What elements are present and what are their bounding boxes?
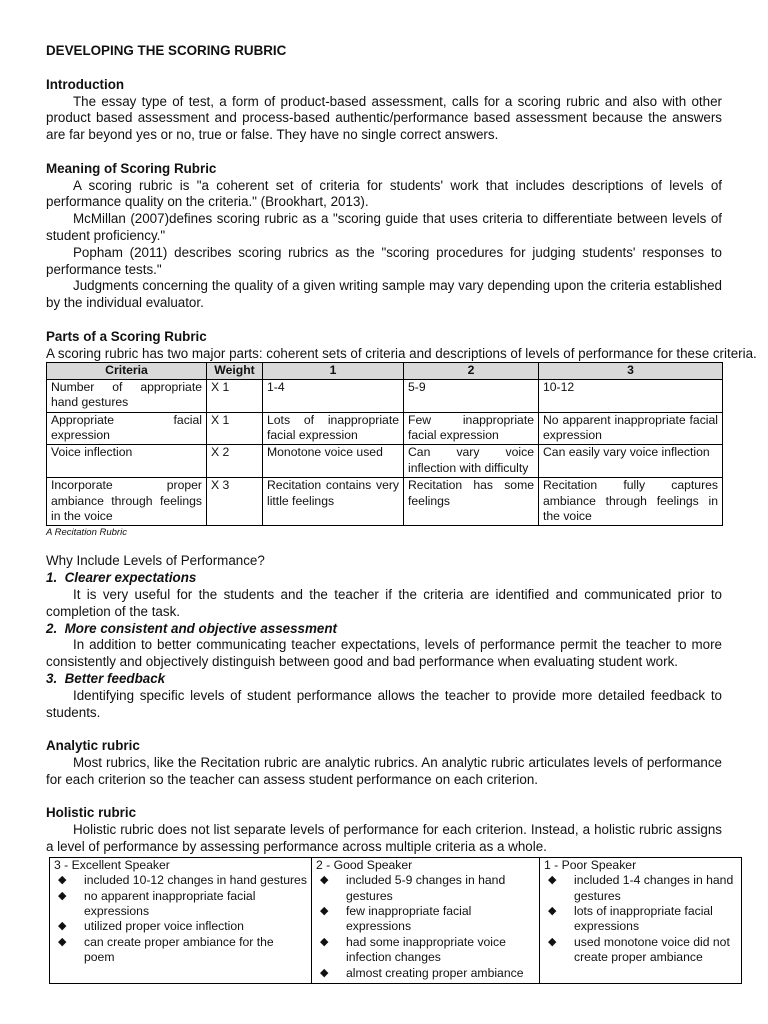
meaning-paragraph-3: Popham (2011) describes scoring rubrics as the "scoring procedures for judging students' responses to performance tests.": [46, 244, 722, 277]
diamond-bullet-icon: ◆: [58, 935, 67, 948]
table-cell: No apparent inappropriate facial expression: [539, 412, 723, 445]
diamond-bullet-icon: ◆: [320, 935, 329, 948]
table-cell: X 2: [207, 445, 263, 478]
table-row: [47, 379, 723, 412]
diamond-bullet-icon: ◆: [58, 889, 67, 902]
list-item: ◆ used monotone voice did not create proper ambiance: [548, 934, 730, 965]
holistic-column-good: [312, 857, 540, 983]
table-cell: 10-12: [539, 379, 723, 412]
list-item: ◆ utilized proper voice inflection: [58, 919, 244, 934]
list-item: ◆ can create proper ambiance for the poem: [58, 934, 274, 965]
reason-2-heading: 2. More consistent and objective assessment: [46, 620, 337, 636]
table-cell: X 1: [207, 379, 263, 412]
meaning-heading: Meaning of Scoring Rubric: [46, 160, 217, 176]
table-cell: Few inappropriate facial expression: [404, 412, 539, 445]
column-title: 2 - Good Speaker: [316, 857, 413, 872]
holistic-column-poor: [540, 857, 742, 983]
table-cell: Recitation contains very little feelings: [263, 478, 404, 526]
table-cell: Incorporate proper ambiance through feelings in the voice: [47, 478, 207, 526]
holistic-paragraph: Holistic rubric does not list separate levels of performance for each criterion. Instead, a holistic rubric assigns a level of performance by assessing performance across multiple criteria as a whole.: [46, 822, 722, 854]
table-caption: A Recitation Rubric: [46, 527, 127, 539]
table-cell: Recitation fully captures ambiance through feelings in the voice: [539, 478, 723, 526]
reason-2-text: In addition to better communicating teacher expectations, levels of performance permit the teacher to more consistently and objectively distinguish between good and bad performance when evaluating student work.: [46, 637, 722, 670]
diamond-bullet-icon: ◆: [548, 935, 557, 948]
list-item: ◆ few inappropriate facial expressions: [320, 903, 472, 934]
diamond-bullet-icon: ◆: [320, 874, 329, 887]
diamond-bullet-icon: ◆: [58, 874, 67, 887]
meaning-paragraph-1: A scoring rubric is "a coherent set of criteria for students' work that includes descriptions of levels of performance quality on the criteria." (Brookhart, 2013).: [46, 177, 722, 210]
parts-heading: Parts of a Scoring Rubric: [46, 328, 207, 344]
holistic-heading: Holistic rubric: [46, 805, 137, 821]
list-item: ◆ no apparent inappropriate facial expressions: [58, 888, 256, 918]
table-cell: 5-9: [404, 379, 539, 412]
meaning-paragraph-4: Judgments concerning the quality of a given writing sample may vary depending upon the criteria established by the individual evaluator.: [46, 278, 722, 311]
table-cell: Can easily vary voice inflection: [539, 445, 723, 478]
table-row: [47, 445, 723, 478]
holistic-rubric-table: [49, 857, 742, 984]
list-item: ◆ almost creating proper ambiance: [320, 965, 524, 980]
rubric-header-cell: Weight: [207, 363, 263, 379]
table-row: [47, 412, 723, 445]
table-cell: Appropriate facial expression: [47, 412, 207, 445]
rubric-header-cell: Criteria: [47, 363, 207, 379]
table-cell: Lots of inappropriate facial expression: [263, 412, 404, 445]
table-cell: X 3: [207, 478, 263, 526]
meaning-paragraph-2: McMillan (2007)defines scoring rubric as a "scoring guide that uses criteria to differentiate between levels of student proficiency.": [46, 211, 722, 243]
recitation-rubric-table: [46, 362, 723, 526]
diamond-bullet-icon: ◆: [58, 920, 67, 933]
table-cell: Number of appropriate hand gestures: [47, 379, 207, 412]
holistic-column-excellent: [50, 857, 312, 983]
column-title: 3 - Excellent Speaker: [54, 857, 170, 872]
diamond-bullet-icon: ◆: [320, 904, 329, 917]
document-page: [46, 43, 757, 984]
diamond-bullet-icon: ◆: [548, 874, 557, 887]
list-item: ◆ included 5-9 changes in hand gestures: [320, 873, 506, 903]
table-row: [50, 857, 742, 983]
why-question: Why Include Levels of Performance?: [46, 553, 265, 569]
rubric-header-cell: 2: [404, 363, 539, 379]
diamond-bullet-icon: ◆: [548, 904, 557, 917]
analytic-paragraph: Most rubrics, like the Recitation rubric are analytic rubrics. An analytic rubric articulates levels of performance for each criterion so the teacher can assess student performance on each criterion.: [46, 754, 722, 787]
rubric-header-row: [47, 363, 723, 379]
reason-3-text: Identifying specific levels of student performance allows the teacher to provide more detailed feedback to students.: [46, 687, 722, 720]
intro-paragraph: The essay type of test, a form of product-based assessment, calls for a scoring rubric and also with other product based assessment and process-based authentic/performance based assessment because the answers are far beyond yes or no, true or false. They have no single correct answers.: [46, 93, 722, 143]
table-cell: Recitation has some feelings: [404, 478, 539, 526]
column-title: 1 - Poor Speaker: [544, 857, 637, 872]
list-item: ◆ had some inappropriate voice infection changes: [320, 934, 506, 965]
rubric-header-cell: 3: [539, 363, 723, 379]
table-cell: Can vary voice inflection with difficulty: [404, 445, 539, 478]
table-cell: Voice inflection: [47, 445, 207, 478]
reason-3-heading: 3. Better feedback: [46, 670, 166, 686]
reason-1-text: It is very useful for the students and the teacher if the criteria are identified and communicated prior to completion of the task.: [46, 587, 722, 619]
table-cell: Monotone voice used: [263, 445, 404, 478]
list-item: ◆ lots of inappropriate facial expressions: [548, 903, 713, 934]
intro-heading: Introduction: [46, 76, 125, 92]
table-row: [47, 478, 723, 526]
analytic-heading: Analytic rubric: [46, 738, 140, 754]
list-item: ◆ included 1-4 changes in hand gestures: [548, 873, 734, 903]
rubric-header-cell: 1: [263, 363, 404, 379]
parts-paragraph: A scoring rubric has two major parts: coherent sets of criteria and descriptions of levels of performance for these criteria.: [46, 345, 757, 361]
table-cell: X 1: [207, 412, 263, 445]
reason-1-heading: 1. Clearer expectations: [46, 570, 197, 586]
list-item: ◆ included 10-12 changes in hand gestures: [58, 873, 307, 888]
diamond-bullet-icon: ◆: [320, 966, 329, 979]
document-title: DEVELOPING THE SCORING RUBRIC: [46, 43, 287, 58]
table-cell: 1-4: [263, 379, 404, 412]
